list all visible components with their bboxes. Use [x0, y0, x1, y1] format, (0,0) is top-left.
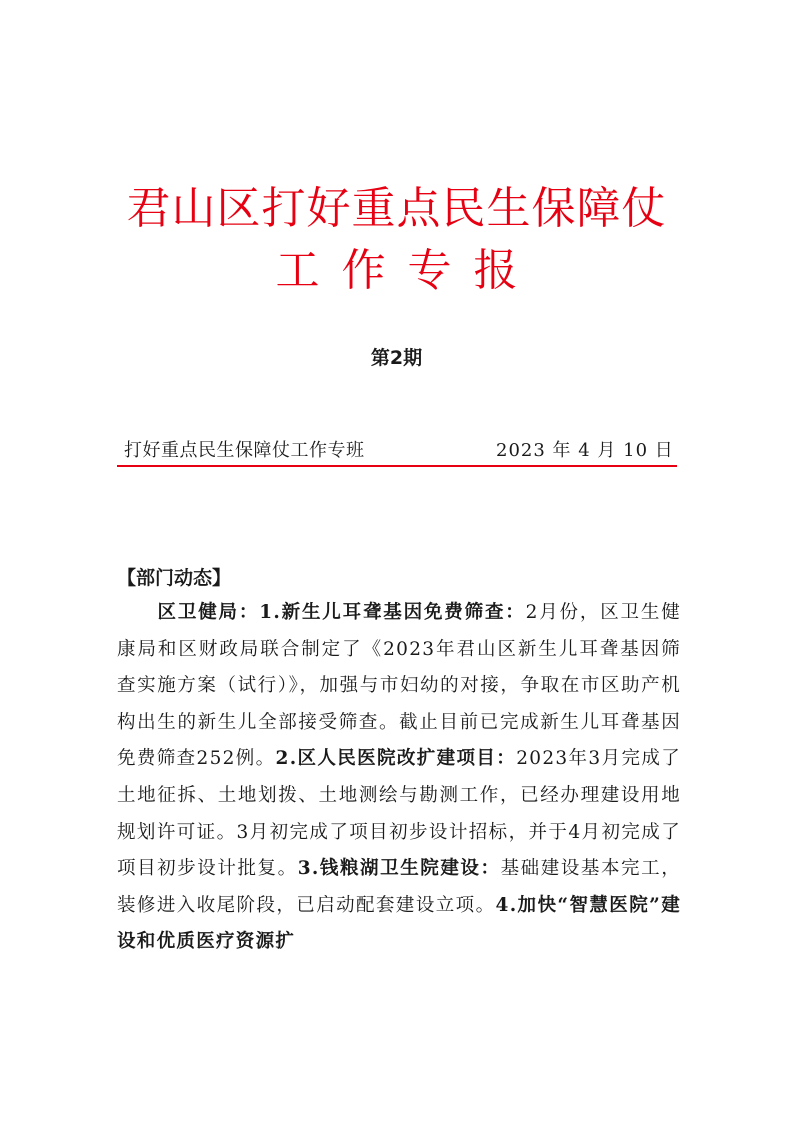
- section-heading: 【部门动态】: [117, 567, 232, 589]
- issue-number: 第2期: [370, 347, 423, 369]
- dept-item-3-text: 基础建设基本完工，装修进入收尾阶段，已启动配套建设立项。: [117, 858, 682, 916]
- issue-date: 2023 年 4 月 10 日: [496, 440, 674, 461]
- dept-item-2-text: 2023年3月完成了土地征拆、土地划拨、土地测绘与勘测工作，已经办理建设用地规划许可证。3月初完成了项目初步设计招标，并于4月初完成了项目初步设计批复。: [117, 748, 681, 880]
- dept-item-1-heading: 区卫健局：1.新生儿耳聋基因免费筛查：: [157, 602, 526, 623]
- report-title-line2: 工作专报: [275, 245, 540, 296]
- dept-item-4-heading: 4.加快“智慧医院”建设和优质医疗资源扩: [117, 894, 682, 953]
- dept-item-2-heading: 2.区人民医院改扩建项目：: [275, 748, 517, 770]
- dept-item-3-heading: 3.钱粮湖卫生院建设：: [297, 858, 501, 880]
- body-paragraph: [117, 595, 681, 961]
- issuer-name: 打好重点民生保障仗工作专班: [124, 440, 365, 461]
- red-divider: [117, 465, 677, 467]
- report-title-line1: 君山区打好重点民生保障仗: [126, 183, 667, 234]
- dept-item-1-text: 2月份，区卫生健康局和区财政局联合制定了《2023年君山区新生儿耳聋基因筛查实施方案（试行）》，加强与市妇幼的对接，争取在市区助产机构出生的新生儿全部接受筛查。截止目前已完成新生儿耳聋基因免费筛查252例。: [117, 602, 681, 770]
